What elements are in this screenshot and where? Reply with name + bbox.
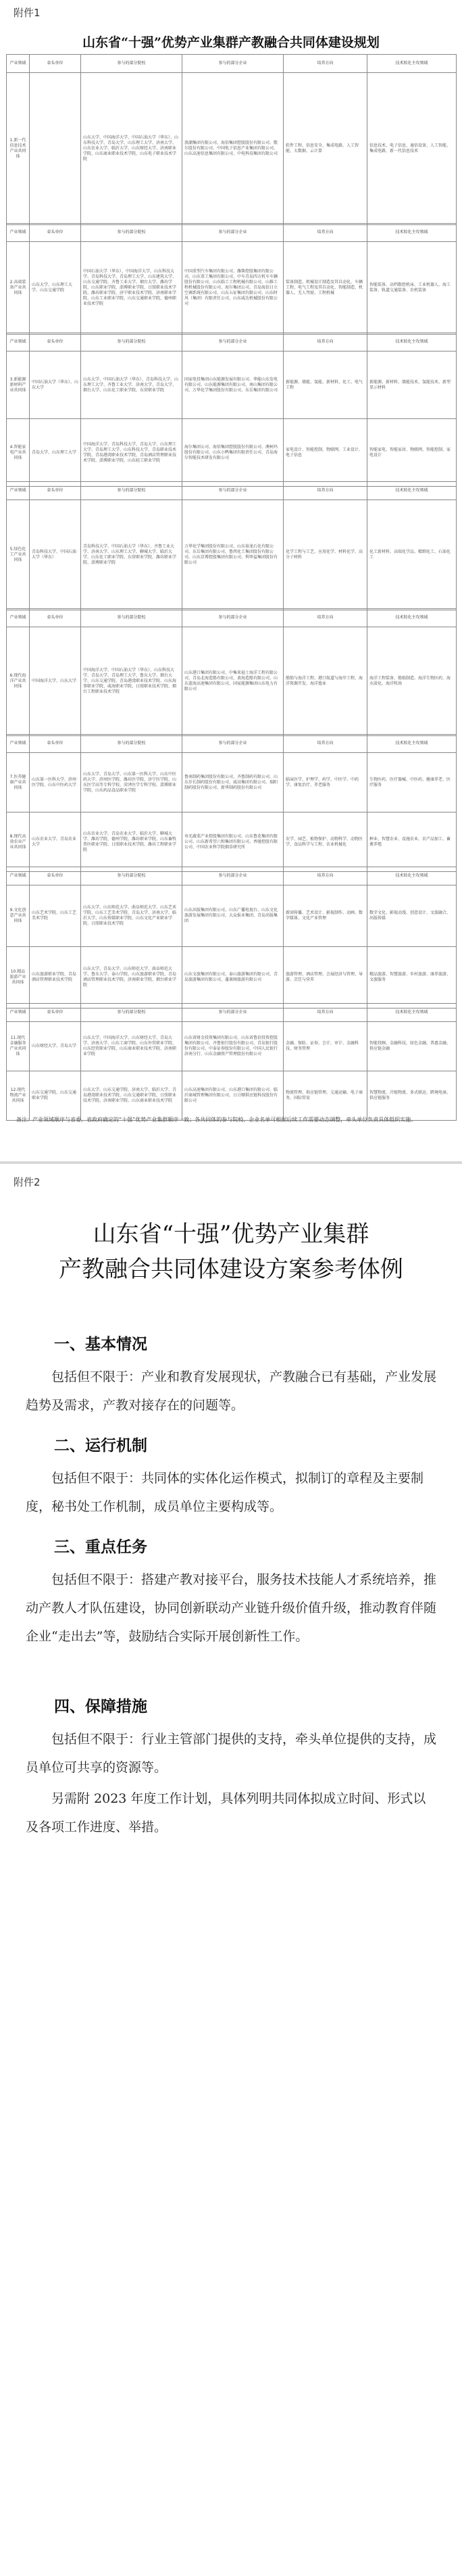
table-row: [7, 812, 457, 872]
cluster-table: [6, 867, 457, 1008]
column-header: 参与的部分企业: [182, 333, 284, 351]
table-row: [7, 73, 457, 225]
cell-schools: 山东大学、山东交通学院、济南大学、临沂大学、青岛港湾职业技术学院、山东交通职业学院、日照职业技术学院、济南职业学院、山东商业职业技术学院: [81, 1071, 182, 1121]
column-header: 技术转化主攻领域: [367, 333, 457, 351]
annex2-title-line1: 山东省“十强”优势产业集群: [93, 1221, 369, 1248]
cell-schools: 山东大学、青岛大学、山东师范大学、曲阜师范大学、鲁东大学、泰山学院、山东旅游职业学院、青岛酒店管理职业技术学院、济南职业学院、烟台职业学院: [81, 947, 182, 1008]
section-heading: 四、保障措施: [54, 1698, 147, 1716]
cell-schools: 山东农业大学、青岛农业大学、临沂大学、聊城大学、潍坊学院、德州学院、潍坊职业学院、山东畜牧兽医职业学院、日照职业技术学院、潍坊工程职业学院: [81, 812, 182, 872]
cell-lead: 山东财经大学、青岛大学: [30, 1022, 81, 1071]
cluster-table: [6, 54, 457, 225]
table-row: [7, 753, 457, 812]
cell-lead: 青岛科技大学、中国石油大学（华东）: [30, 500, 81, 610]
column-header: 培养方向: [284, 609, 367, 627]
section-heading: 二、运行机制: [54, 1437, 147, 1455]
cell-lead: 山东艺术学院、山东工艺美术学院: [30, 885, 81, 947]
table-row: [7, 500, 457, 610]
cluster-table: [6, 333, 457, 487]
cell-enterprises: 中国重型汽车集团有限公司、潍柴控股集团有限公司、山东重工集团有限公司、中车青岛四方机车车辆股份有限公司、山东临工工程机械有限公司、山推工程机械股份有限公司、海尔集团公司、青岛海信日立空调系统有限公司、山东五征集团有限公司、山东时风（集团）有限责任公司、山东威达机械股份有限公司: [182, 242, 284, 335]
column-header: 产业领域: [7, 609, 30, 627]
column-header: 参与的部分院校: [81, 609, 182, 627]
table-row: [7, 351, 457, 419]
cluster-table: [6, 223, 457, 335]
column-header: 产业领域: [7, 333, 30, 351]
column-header: 技术转化主攻领域: [367, 55, 457, 73]
column-header: 产业领域: [7, 1004, 30, 1022]
column-header: 牵头单位: [30, 333, 81, 351]
column-header: 参与的部分院校: [81, 55, 182, 73]
table-row: [7, 419, 457, 487]
column-header: 产业领域: [7, 482, 30, 500]
cell-enterprises: 鲁南制药集团股份有限公司、齐鲁制药有限公司、山东步长制药股份有限公司、威高集团有限公司、瑞阳制药股份有限公司、新华制药股份有限公司: [182, 753, 284, 812]
cell-direction: 船舶与海洋工程、港口航道与海岸工程、海洋资源开发、海洋渔业: [284, 627, 367, 736]
column-header: 培养方向: [284, 735, 367, 753]
cell-schools: 山东大学、山东师范大学、曲阜师范大学、山东艺术学院、山东工艺美术学院、青岛大学、济南大学、临沂大学、山东传媒职业学院、山东文化产业职业学院、日照职业技术学院: [81, 885, 182, 947]
cell-direction: 软件工程、信息安全、集成电路、人工智能、大数据、云计算: [284, 73, 367, 225]
cell-lead: 青岛大学、山东理工大学: [30, 419, 81, 487]
cell-direction: 金融、保险、证券、会计、审计、金融科技、财务管理: [284, 1022, 367, 1071]
cell-cluster: 9.文化创意产业共同体: [7, 885, 30, 947]
table-row: [7, 1022, 457, 1071]
column-header: 参与的部分院校: [81, 224, 182, 242]
cell-transfer: 智能投顾、金融科技、绿色金融、普惠金融、供应链金融: [367, 1022, 457, 1071]
cell-lead: 山东大学、山东理工大学、山东交通学院: [30, 242, 81, 335]
table-note: 备注：产业领域顺序与省委、省政府确定的“十强”优势产业集群顺序一致；各共同体的参与院校、企业名单可根据后续工作需要动态调整，牵头单位负责具体组织实施。: [16, 1117, 417, 1123]
cell-transfer: 信息技术、电子信息、通信设备、人工智能、集成电路、新一代信息技术: [367, 73, 457, 225]
annex1-title: 山东省“十强”优势产业集群产教融合共同体建设规划: [82, 35, 380, 50]
column-header: 技术转化主攻领域: [367, 609, 457, 627]
table-row: [7, 627, 457, 736]
cell-lead: 中国海洋大学、山东大学: [30, 627, 81, 736]
table-header-row: [7, 482, 457, 500]
column-header: 培养方向: [284, 55, 367, 73]
annex1-label: 附件1: [14, 7, 41, 19]
cluster-table: [6, 1003, 457, 1121]
table-header-row: [7, 224, 457, 242]
cell-schools: 中国海洋大学、中国石油大学（华东）、山东科技大学、青岛大学、青岛理工大学、鲁东大学、烟台大学、山东交通学院、青岛港湾职业技术学院、山东海事职业学院、威海职业学院、日照职业技术学院、烟台工程职业技术学院: [81, 627, 182, 736]
cell-schools: 山东大学、中国海洋大学、山东财经大学、青岛大学、济南大学、山东工商学院、山东外贸职业学院、山东经贸职业学院、山东商业职业技术学院、济南职业学院: [81, 1022, 182, 1071]
cell-transfer: 生物医药、医疗器械、中医药、健康养老、医疗服务: [367, 753, 457, 812]
cell-cluster: 7.医养健康产业共同体: [7, 753, 30, 812]
cell-cluster: 2.高端装备产业共同体: [7, 242, 30, 335]
cluster-table: [6, 734, 457, 872]
cell-direction: 农学、园艺、植物保护、动物科学、动物医学、食品科学与工程、农业机械化: [284, 812, 367, 872]
closing-text: 另需附 2023 年度工作计划，具体列明共同体拟成立时间、形式以及各项工作进度、举措。: [26, 1791, 426, 1834]
cell-cluster: 4.智能家电产业共同体: [7, 419, 30, 487]
cluster-table: [6, 608, 457, 736]
annex2-page: [0, 1164, 462, 2576]
table-header-row: [7, 1004, 457, 1022]
annex2-label: 附件2: [14, 1176, 41, 1188]
cell-schools: 山东大学、青岛大学、山东第一医科大学、山东中医药大学、滨州医学院、潍坊医学院、济宁医学院、山东医学高等专科学校、菏泽医学专科学校、淄博职业学院、山东药品食品职业学院: [81, 753, 182, 812]
column-header: 培养方向: [284, 224, 367, 242]
column-header: 产业领域: [7, 867, 30, 885]
cell-transfer: 海洋工程装备、船舶制造、海洋生物医药、海水淡化、海洋牧场: [367, 627, 457, 736]
table-row: [7, 885, 457, 947]
table-row: [7, 242, 457, 335]
cell-cluster: 3.新能源新材料产业共同体: [7, 351, 30, 419]
cell-schools: 山东大学、中国海洋大学、中国石油大学（华东）、山东科技大学、青岛大学、山东理工大学、济南大学、山东农业大学、临沂大学、山东财经大学、济南职业学院、山东商业职业技术学院、山东电子职业技术学院: [81, 73, 182, 225]
cell-enterprises: 浪潮集团有限公司、海信集团控股股份有限公司、歌尔股份有限公司、中国电子信息产业集团有限公司、山东高速信息集团有限公司、中电科技集团有限公司: [182, 73, 284, 225]
column-header: 参与的部分企业: [182, 224, 284, 242]
cell-enterprises: 寿光蔬菜产业控股集团有限公司、山东鲁花集团有限公司、山东新希望六和集团有限公司、香驰控股有限公司、中国农业科学院烟草研究所: [182, 812, 284, 872]
cell-transfer: 化工新材料、高端化学品、精细化工、石油化工: [367, 500, 457, 610]
cell-direction: 新闻传播、艺术设计、影视制作、动画、数字媒体、文化产业管理: [284, 885, 367, 947]
table-header-row: [7, 735, 457, 753]
column-header: 牵头单位: [30, 55, 81, 73]
cell-enterprises: 山东省财金投资集团有限公司、山东省鲁信投资控股集团有限公司、齐鲁银行股份有限公司、青岛银行股份有限公司、中泰证券股份有限公司、中国人民银行济南分行、山东金融资产管理股份有限公司: [182, 1022, 284, 1071]
cell-enterprises: 万华化学集团股份有限公司、山东裕龙石化有限公司、东岳集团有限公司、鲁西化工集团股份有限公司、山东京博控股集团有限公司、利华益集团股份有限公司: [182, 500, 284, 610]
column-header: 参与的部分院校: [81, 867, 182, 885]
column-header: 牵头单位: [30, 735, 81, 753]
cell-lead: 山东交通学院、山东交通职业学院: [30, 1071, 81, 1121]
column-header: 技术转化主攻领域: [367, 867, 457, 885]
cell-enterprises: 国家电投集团山东能源发展有限公司、华能山东发电有限公司、山东能源集团有限公司、南山集团有限公司、万华化学集团股份有限公司、东岳集团有限公司: [182, 351, 284, 419]
column-header: 参与的部分企业: [182, 867, 284, 885]
cell-cluster: 12.现代物流产业共同体: [7, 1071, 30, 1121]
cell-transfer: 新能源、新材料、储能技术、氢能技术、新型显示材料: [367, 351, 457, 419]
column-header: 技术转化主攻领域: [367, 1004, 457, 1022]
cell-cluster: 1.新一代信息技术产业共同体: [7, 73, 30, 225]
column-header: 产业领域: [7, 224, 30, 242]
table-row: [7, 947, 457, 1008]
column-header: 培养方向: [284, 482, 367, 500]
section-heading: 三、重点任务: [54, 1538, 147, 1556]
column-header: 牵头单位: [30, 609, 81, 627]
cell-lead: 山东农业大学、青岛农业大学: [30, 812, 81, 872]
column-header: 参与的部分企业: [182, 482, 284, 500]
annex2-title-line2: 产教融合共同体建设方案参考体例: [59, 1256, 403, 1283]
cell-schools: 中国石油大学（华东）、中国海洋大学、山东科技大学、青岛科技大学、青岛理工大学、山东建筑大学、山东交通学院、齐鲁工业大学、烟台大学、潍坊学院、山东职业学院、淄博职业学院、日照职业技术学院、潍坊职业学院、济宁职业技术学院、济南职业学院、山东工业职业学院、山东交通职业学院、德州职业技术学院: [81, 242, 182, 335]
section-text: 包括但不限于：行业主管部门提供的支持，牵头单位提供的支持，成员单位可共享的资源等。: [26, 1732, 437, 1775]
column-header: 参与的部分院校: [81, 735, 182, 753]
cell-direction: 新能源、储能、氢能、新材料、化工、电气工程: [284, 351, 367, 419]
column-header: 培养方向: [284, 333, 367, 351]
cell-transfer: 种业、智慧农业、设施农业、农产品加工、畜禽养殖: [367, 812, 457, 872]
cell-lead: 山东第一医科大学、滨州医学院、山东中医药大学: [30, 753, 81, 812]
column-header: 参与的部分企业: [182, 609, 284, 627]
column-header: 产业领域: [7, 55, 30, 73]
cell-schools: 中国海洋大学、青岛科技大学、青岛大学、山东理工大学、青岛理工大学、山东科技大学、青岛职业技术学院、青岛港湾职业技术学院、青岛酒店管理职业技术学院、淄博职业学院、山东轻工职业学院: [81, 419, 182, 487]
cell-enterprises: 山东出版集团有限公司、山东广播电视台、山东文化旅游发展集团有限公司、大众报业集团、青岛出版集团: [182, 885, 284, 947]
cell-lead: 中国石油大学（华东）、山东大学: [30, 351, 81, 419]
column-header: 参与的部分院校: [81, 333, 182, 351]
annex1-page: [0, 0, 462, 1161]
cell-transfer: 智能家电、智能家居、物联网、智能控制、家电设计: [367, 419, 457, 487]
cell-direction: 家电设计、智能控制、物联网、工业设计、电子信息: [284, 419, 367, 487]
cell-enterprises: 山东文旅集团有限公司、泰山旅游集团有限公司、青岛旅游集团有限公司、蓬莱阁旅游有限公司: [182, 947, 284, 1008]
cell-direction: 临床医学、护理学、药学、中医学、中药学、康复治疗、养老服务: [284, 753, 367, 812]
column-header: 参与的部分企业: [182, 735, 284, 753]
column-header: 牵头单位: [30, 867, 81, 885]
column-header: 技术转化主攻领域: [367, 224, 457, 242]
column-header: 技术转化主攻领域: [367, 482, 457, 500]
cell-cluster: 8.现代高效农业产业共同体: [7, 812, 30, 872]
cell-enterprises: 山东港口集团有限公司、中集来福士海洋工程有限公司、青岛北海造船有限公司、黄海造船有限公司、山东蓝海高速集团有限公司、国家能源集团山东电力有限公司: [182, 627, 284, 736]
cell-schools: 山东大学、中国石油大学（华东）、青岛科技大学、山东理工大学、齐鲁工业大学、济南大学、青岛大学、烟台大学、山东化工职业学院、东营职业学院: [81, 351, 182, 419]
section-heading: 一、基本情况: [54, 1336, 147, 1353]
column-header: 培养方向: [284, 867, 367, 885]
table-header-row: [7, 333, 457, 351]
cell-schools: 青岛科技大学、中国石油大学（华东）、齐鲁工业大学、济南大学、山东理工大学、聊城大学、临沂大学、山东化工职业学院、东营职业学院、潍坊职业学院、淄博职业学院: [81, 500, 182, 610]
section-text: 包括但不限于：搭建产教对接平台，服务技术技能人才系统培养，推动产教人才队伍建设，协同创新联动产业链升级价值升级，推动教育伴随企业“走出去”等，鼓励结合实际开展创新性工作。: [26, 1572, 437, 1644]
cell-transfer: 智能装备、高档数控机床、工业机器人、海工装备、轨道交通装备、农机装备: [367, 242, 457, 335]
column-header: 产业领域: [7, 735, 30, 753]
cell-direction: 化学工程与工艺、应用化学、材料化学、高分子材料: [284, 500, 367, 610]
cell-direction: 物流管理、供应链管理、交通运输、电子商务、国际贸易: [284, 1071, 367, 1121]
column-header: 参与的部分企业: [182, 55, 284, 73]
table-header-row: [7, 609, 457, 627]
table-header-row: [7, 867, 457, 885]
cell-cluster: 5.绿色化工产业共同体: [7, 500, 30, 610]
table-row: [7, 1071, 457, 1121]
cluster-table: [6, 481, 457, 610]
cell-cluster: 10.精品旅游产业共同体: [7, 947, 30, 1008]
cell-cluster: 6.现代海洋产业共同体: [7, 627, 30, 736]
cell-transfer: 精品旅游、智慧旅游、乡村旅游、康养旅游、文旅服务: [367, 947, 457, 1008]
column-header: 培养方向: [284, 1004, 367, 1022]
cell-direction: 装备制造、机械设计制造及其自动化、车辆工程、电气工程及其自动化、智能制造、机器人、无人驾驶、工程机械: [284, 242, 367, 335]
column-header: 牵头单位: [30, 1004, 81, 1022]
cell-enterprises: 海尔集团公司、海信集团控股股份有限公司、澳柯玛股份有限公司、山东小鸭集团有限责任公司、青岛海尔智能技术研发有限公司: [182, 419, 284, 487]
cell-transfer: 数字文化、影视动漫、创意设计、文旅融合、出版传媒: [367, 885, 457, 947]
column-header: 牵头单位: [30, 224, 81, 242]
table-header-row: [7, 55, 457, 73]
column-header: 参与的部分企业: [182, 1004, 284, 1022]
cell-lead: [30, 73, 81, 225]
section-text: 包括但不限于：共同体的实体化运作模式，拟制订的章程及主要制度，秘书处工作机制，成员单位主要构成等。: [26, 1471, 424, 1514]
cell-direction: 旅游管理、酒店管理、会展经济与管理、导游、烹饪与营养: [284, 947, 367, 1008]
column-header: 技术转化主攻领域: [367, 735, 457, 753]
section-text: 包括但不限于：产业和教育发展现状，产教融合已有基础，产业发展趋势及需求，产教对接存在的问题等。: [26, 1369, 437, 1413]
column-header: 牵头单位: [30, 482, 81, 500]
column-header: 参与的部分院校: [81, 482, 182, 500]
cell-enterprises: 山东高速集团有限公司、山东港口集团有限公司、临沂商城管理集团有限公司、日日顺供应链科技股份有限公司: [182, 1071, 284, 1121]
column-header: 参与的部分院校: [81, 1004, 182, 1022]
cell-transfer: 智慧物流、冷链物流、多式联运、跨境电商、供应链服务: [367, 1071, 457, 1121]
cell-cluster: 11.现代金融服务产业共同体: [7, 1022, 30, 1071]
cell-lead: 山东旅游职业学院、青岛酒店管理职业技术学院: [30, 947, 81, 1008]
